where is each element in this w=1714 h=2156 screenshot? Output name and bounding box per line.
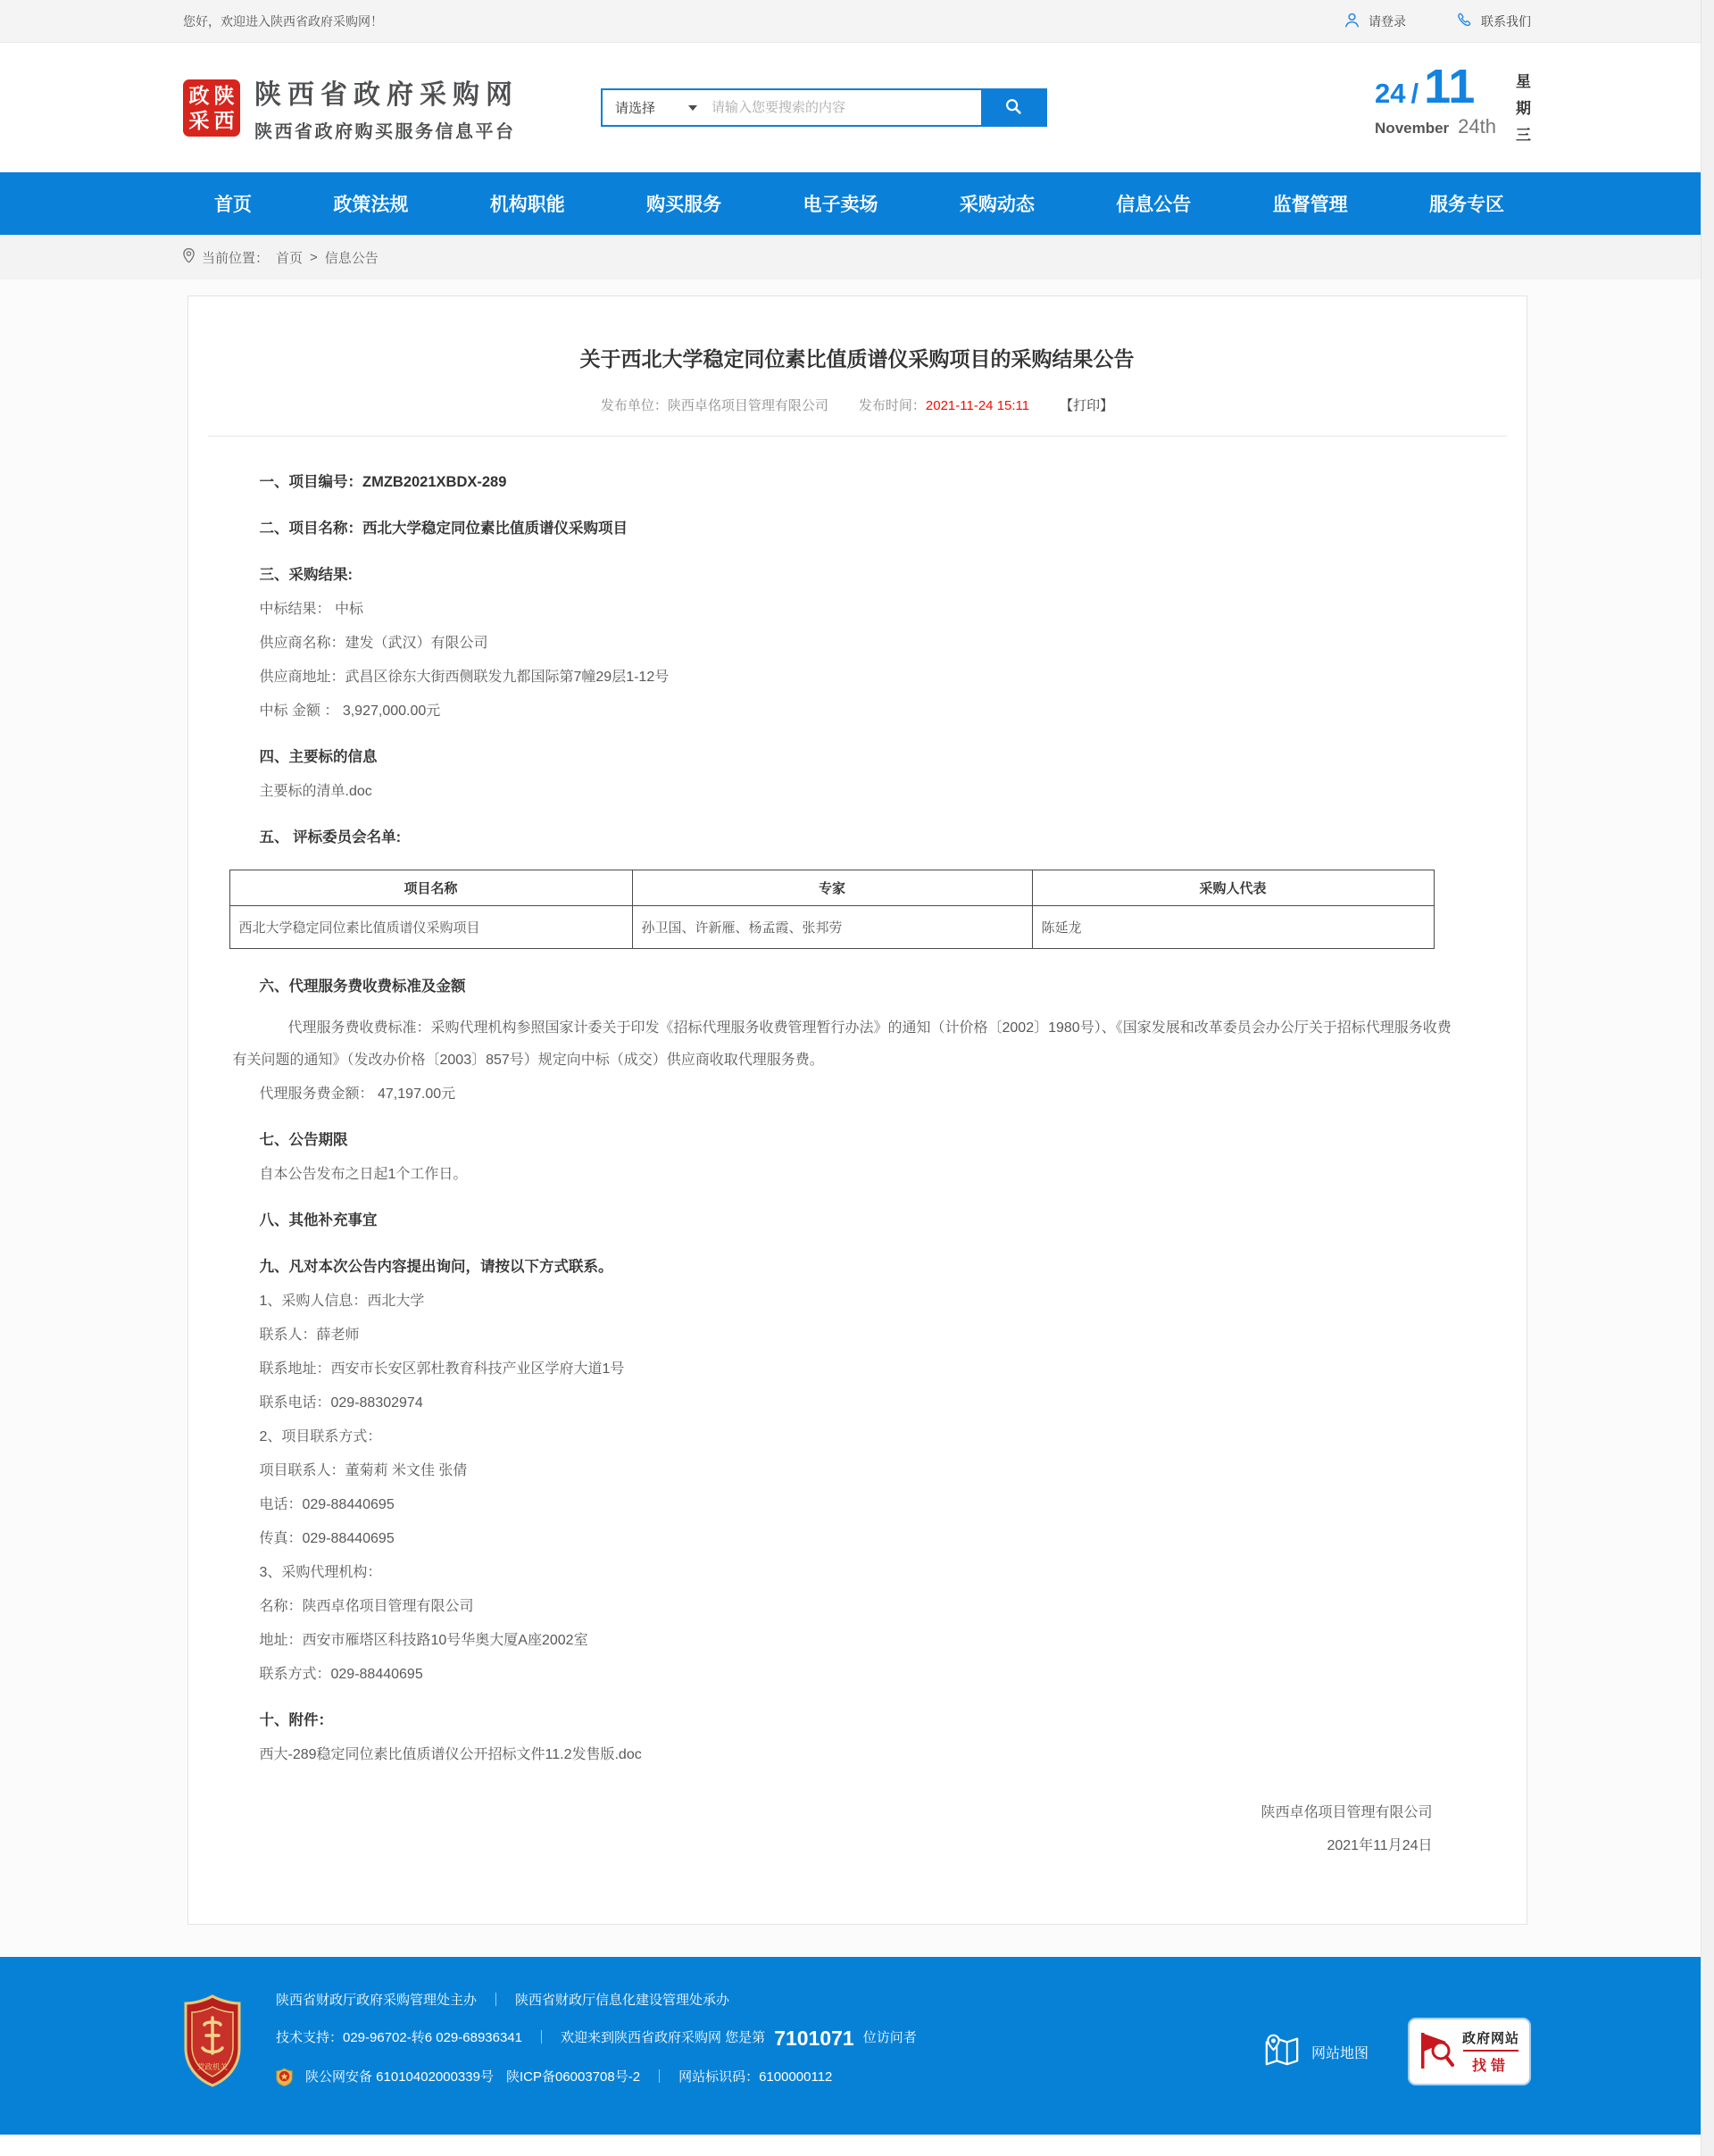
- nav-item-6[interactable]: 采购动态: [959, 195, 1035, 215]
- committee-table: [229, 870, 1435, 949]
- signature-line: 陕西卓佲项目管理有限公司: [1261, 1805, 1433, 1820]
- date-month: 11: [1424, 59, 1476, 113]
- footer-line-1: 陕西省财政厅政府采购管理处主办 ｜ 陕西省财政厅信息化建设管理处承办: [276, 1993, 730, 2008]
- table-cell: 陈延龙: [1032, 906, 1434, 949]
- nav-item-7[interactable]: 信息公告: [1116, 195, 1192, 215]
- article-body: [232, 474, 1455, 1855]
- badge-divider: [1463, 2050, 1518, 2052]
- search-bar: [601, 88, 1047, 127]
- nav-item-2[interactable]: 政策法规: [333, 195, 409, 215]
- table-header-row: [229, 870, 1434, 906]
- search-input[interactable]: [708, 90, 981, 125]
- section-heading: 一、项目编号：ZMZB2021XBDX-289: [259, 474, 507, 490]
- logo-char: 西: [213, 108, 235, 132]
- breadcrumb-bar: [0, 235, 1714, 279]
- weekday-char: 期: [1516, 99, 1531, 117]
- nav-item-4[interactable]: 购买服务: [646, 195, 722, 215]
- section-heading: 二、项目名称：西北大学稳定同位素比值质谱仪采购项目: [259, 520, 628, 537]
- breadcrumb-label: 当前位置：: [202, 250, 270, 266]
- attachment-link[interactable]: 主要标的清单.doc: [259, 784, 372, 799]
- date-day: 24: [1375, 78, 1406, 110]
- article-title: 关于西北大学稳定同位素比值质谱仪采购项目的采购结果公告: [579, 347, 1135, 370]
- publisher-label: 发布单位：: [600, 398, 668, 413]
- sitemap-map-icon: [1263, 2032, 1301, 2072]
- footer-site-id: 网站标识码：6100000112: [678, 2069, 833, 2085]
- section-heading: 六、代理服务费收费标准及金额: [259, 978, 466, 995]
- login-link[interactable]: [1344, 12, 1406, 31]
- search-button[interactable]: [981, 90, 1045, 125]
- body-text: 联系人：薛老师: [259, 1328, 360, 1343]
- sitemap-link[interactable]: [1263, 2032, 1369, 2072]
- table-cell: 西北大学稳定同位素比值质谱仪采购项目: [229, 906, 632, 949]
- search-category-select[interactable]: [603, 90, 708, 125]
- article-meta: [260, 395, 1455, 414]
- section-heading: 七、公告期限: [259, 1132, 348, 1148]
- footer-line-2: 技术支持：029-96702-转6 029-68936341 ｜ 欢迎来到陕西省政府采购网 您是第 7101071 位访问者: [276, 2027, 917, 2050]
- phone-icon: [1456, 12, 1473, 31]
- meta-divider: [208, 436, 1507, 437]
- body-text: 供应商地址：武昌区徐东大街西侧联发九都国际第7幢29层1-12号: [259, 670, 670, 685]
- nav-item-3[interactable]: 机构职能: [489, 195, 565, 215]
- breadcrumb-home[interactable]: 首页: [276, 250, 304, 266]
- top-bar: [0, 0, 1714, 43]
- body-text: 供应商名称：建发（武汉）有限公司: [259, 636, 488, 651]
- sitemap-label: 网站地图: [1310, 2045, 1369, 2061]
- weekday-char: 星: [1516, 72, 1531, 90]
- search-icon: [1003, 96, 1023, 119]
- attachment-link[interactable]: 西大-289稳定同位素比值质谱仪公开招标文件11.2发售版.doc: [259, 1747, 642, 1762]
- nav-items: [183, 172, 1531, 235]
- footer-visitor-suffix: 位访问者: [862, 2030, 917, 2045]
- gov-site-error-report-badge[interactable]: [1408, 2018, 1531, 2085]
- weekday-char: 三: [1516, 126, 1531, 144]
- date-weekday: [1516, 69, 1531, 149]
- publisher-value: 陕西卓佲项目管理有限公司: [667, 398, 828, 413]
- login-label: 请登录: [1369, 13, 1406, 29]
- chevron-down-icon: [688, 105, 697, 111]
- table-row: [229, 906, 1434, 949]
- body-text: 自本公告发布之日起1个工作日。: [259, 1167, 468, 1182]
- body-text: 3、采购代理机构：: [259, 1565, 382, 1580]
- table-header-cell: 专家: [632, 870, 1032, 906]
- nav-item-9[interactable]: 服务专区: [1429, 195, 1504, 215]
- date-day-en: 24th: [1458, 115, 1496, 138]
- site-footer: [0, 1957, 1714, 2135]
- signature-line: 2021年11月24日: [1327, 1838, 1433, 1853]
- section-heading: 五、 评标委员会名单:: [259, 829, 402, 845]
- body-text: 中标结果： 中标: [259, 602, 363, 617]
- badge-gov-site-label: 政府网站: [1461, 2031, 1519, 2046]
- government-emblem-icon: [183, 1994, 242, 2092]
- table-cell: 孙卫国、许新雁、杨孟霞、张邦劳: [632, 906, 1032, 949]
- search-select-label: 请选择: [615, 101, 656, 116]
- body-text: 名称：陕西卓佲项目管理有限公司: [259, 1599, 474, 1614]
- footer-visitor-prefix: 欢迎来到陕西省政府采购网 您是第: [561, 2030, 766, 2045]
- footer-line-3: 陕公网安备 61010402000339号 陕ICP备06003708号-2 ｜ 网站标识码：6100000112: [276, 2068, 1263, 2086]
- body-paragraph: 代理服务费收费标准：采购代理机构参照国家计委关于印发《招标代理服务收费管理暂行办法》的通知（计价格〔2002〕1980号）、《国家发展和改革委员会办公厅关于招标代理服务收费有关问题的通知》（发改办价格〔2003〕857号）规定向中标（成交）供应商收取代理服务费。: [232, 1020, 1452, 1068]
- table-header-cell: 项目名称: [229, 870, 632, 906]
- table-header-cell: 采购人代表: [1032, 870, 1434, 906]
- body-text: 代理服务费金额： 47,197.00元: [259, 1086, 456, 1102]
- visitor-count: 7101071: [774, 2027, 854, 2050]
- body-text: 地址：西安市雁塔区科技路10号华奥大厦A座2002室: [259, 1633, 588, 1648]
- body-text: 项目联系人：董菊莉 米文佳 张倩: [259, 1463, 468, 1478]
- date-month-en: November: [1375, 120, 1450, 137]
- body-text: 电话：029-88440695: [259, 1497, 395, 1512]
- scrollbar[interactable]: [1701, 0, 1714, 2156]
- nav-item-1[interactable]: 首页: [214, 195, 252, 215]
- section-heading: 三、采购结果:: [259, 567, 353, 583]
- footer-sponsor: 陕西省财政厅政府采购管理处主办: [276, 1993, 478, 2008]
- footer-tech-support: 技术支持：029-96702-转6 029-68936341: [276, 2030, 522, 2045]
- police-badge-icon: [276, 2068, 293, 2086]
- site-name: 陕西省政府采购网: [254, 80, 519, 110]
- publish-time-value: 2021-11-24 15:11: [925, 398, 1030, 413]
- logo-char: 采: [188, 108, 210, 132]
- svg-text:党政机关: 党政机关: [196, 2062, 229, 2071]
- publish-time-label: 发布时间：: [858, 398, 926, 413]
- footer-psb-record[interactable]: 陕公网安备 61010402000339号: [305, 2069, 494, 2085]
- logo-char: 政: [188, 83, 210, 107]
- body-text: 传真：029-88440695: [259, 1531, 395, 1546]
- section-heading: 四、主要标的信息: [259, 749, 378, 765]
- logo-char: 陕: [213, 83, 235, 107]
- footer-icp-record[interactable]: 陕ICP备06003708号-2: [505, 2069, 641, 2085]
- body-text: 联系地址：西安市长安区郭杜教育科技产业区学府大道1号: [259, 1361, 625, 1377]
- logo-seal-icon: [183, 79, 240, 137]
- welcome-text: 您好，欢迎进入陕西省政府采购网！: [183, 13, 383, 29]
- section-heading: 十、附件：: [259, 1712, 333, 1728]
- section-heading: 八、其他补充事宜: [259, 1212, 378, 1228]
- site-header: [0, 43, 1714, 172]
- main-nav: [0, 172, 1714, 235]
- nav-item-5[interactable]: 电子卖场: [803, 195, 878, 215]
- error-report-flag-icon: [1419, 2029, 1455, 2075]
- contact-label: 联系我们: [1481, 13, 1531, 29]
- user-icon: [1344, 12, 1360, 31]
- location-pin-icon: [183, 248, 195, 267]
- contact-link[interactable]: [1456, 12, 1531, 31]
- nav-item-8[interactable]: 监督管理: [1272, 195, 1348, 215]
- article-card: [187, 296, 1527, 1925]
- breadcrumb-separator: >: [310, 249, 318, 265]
- breadcrumb-current[interactable]: 信息公告: [324, 250, 379, 266]
- body-text: 1、采购人信息：西北大学: [259, 1294, 425, 1309]
- body-text: 联系方式：029-88440695: [259, 1667, 423, 1682]
- page-background: [0, 279, 1714, 1957]
- section-heading: 九、凡对本次公告内容提出询问，请按以下方式联系。: [259, 1259, 613, 1275]
- footer-undertaker: 陕西省财政厅信息化建设管理处承办: [515, 1993, 730, 2008]
- date-widget: 24 / 11 November 24th 星 期 三: [1375, 67, 1531, 149]
- body-text: 中标 金额 ： 3,927,000.00元: [259, 703, 441, 719]
- body-text: 联系电话：029-88302974: [259, 1395, 423, 1411]
- badge-find-error-label: 找错: [1471, 2059, 1510, 2074]
- site-subtitle: 陕西省政府购买服务信息平台: [254, 122, 516, 142]
- site-logo[interactable]: [183, 72, 519, 143]
- bottom-strip: [0, 2135, 1714, 2156]
- body-text: 2、项目联系方式：: [259, 1429, 382, 1444]
- print-button[interactable]: 【打印】: [1060, 398, 1114, 413]
